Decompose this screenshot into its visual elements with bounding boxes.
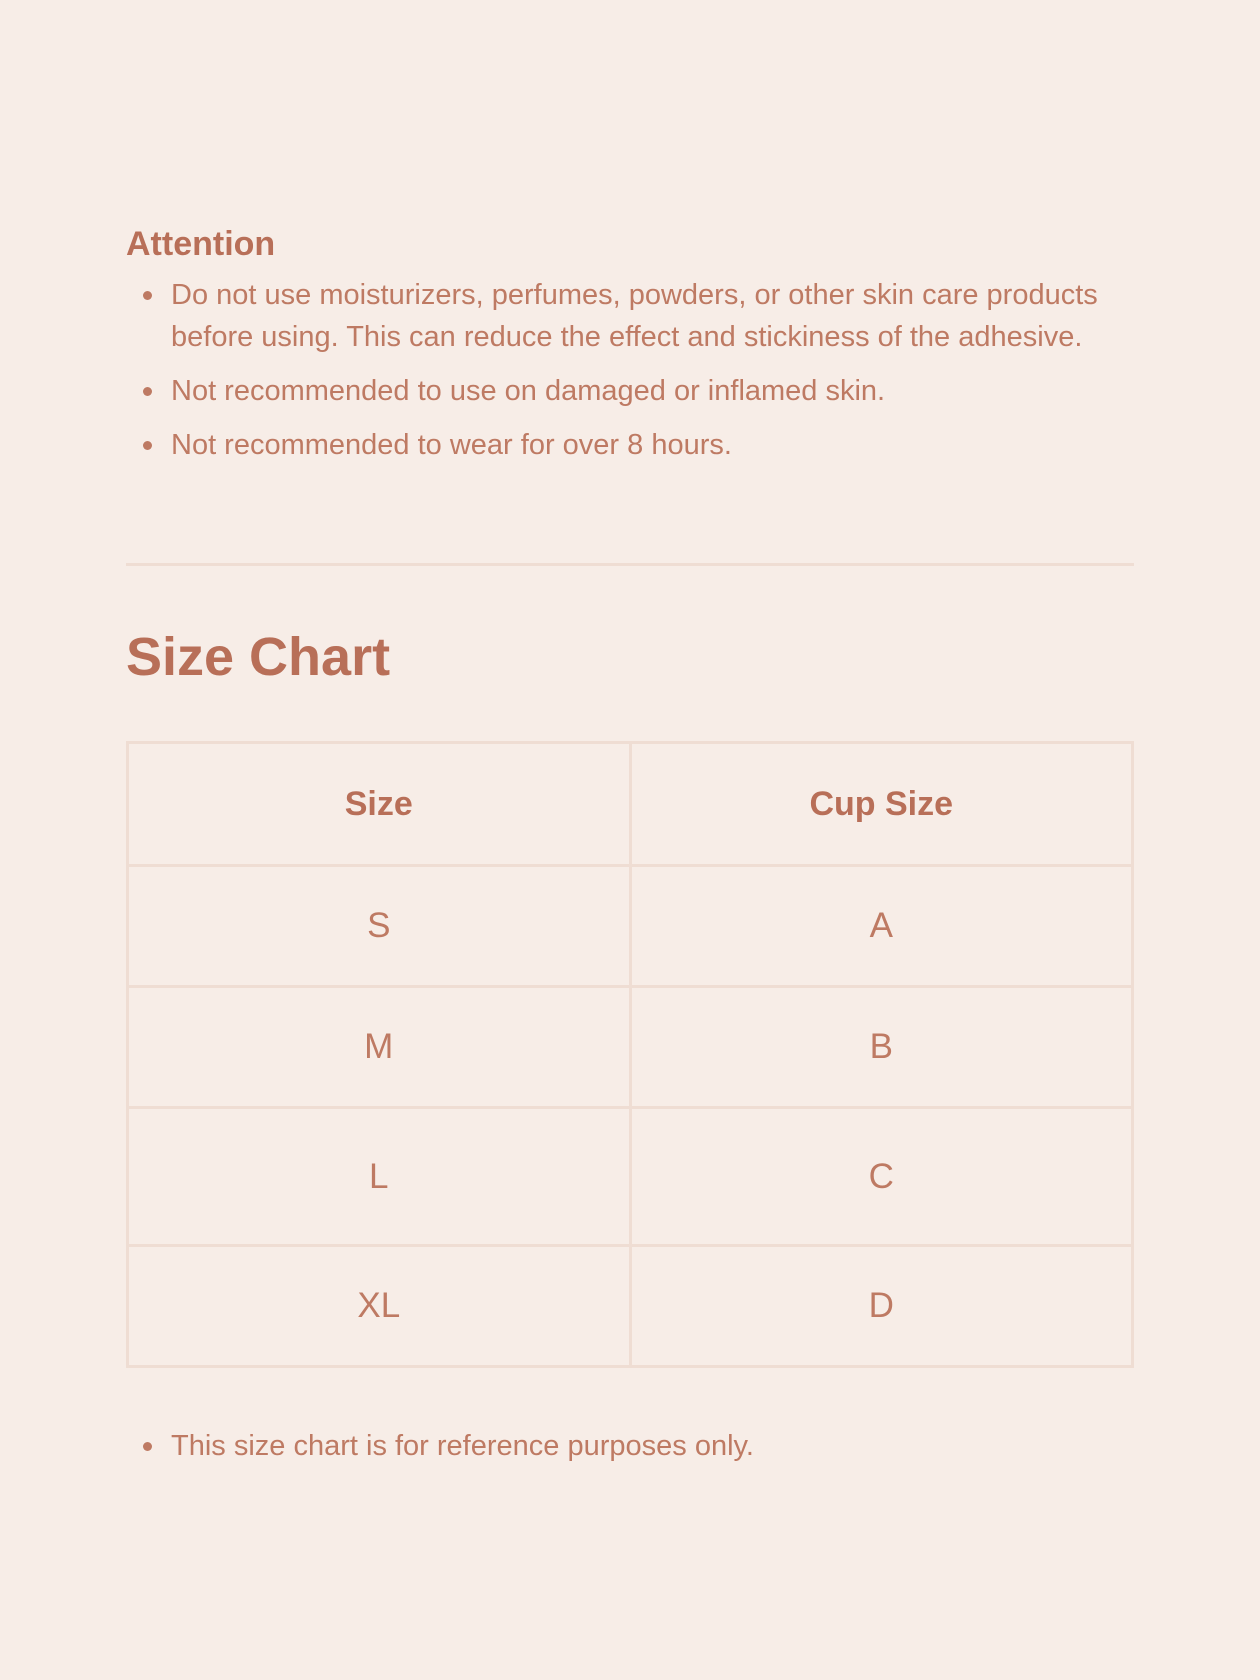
attention-item [126, 370, 1134, 412]
attention-item-text: Do not use moisturizers, perfumes, powders, or other skin care products before using. This can reduce the effect and stickiness of the adhesive. [171, 279, 1098, 353]
cup-size-cell: D [630, 1246, 1133, 1367]
size-chart-table [126, 741, 1134, 1368]
cup-size-cell: A [630, 866, 1133, 987]
table-row [128, 1108, 1133, 1246]
size-cell: M [128, 987, 631, 1108]
section-divider [126, 563, 1134, 566]
size-column-header: Size [128, 743, 631, 866]
bullet-dot-icon [143, 1442, 152, 1451]
attention-item [126, 424, 1134, 466]
page-content [126, 222, 1134, 1462]
table-row [128, 1246, 1133, 1367]
attention-list [126, 274, 1134, 466]
size-chart-note [126, 1425, 1134, 1467]
size-cell: XL [128, 1246, 631, 1367]
attention-item-text: Not recommended to use on damaged or inflamed skin. [171, 375, 886, 407]
cup-size-column-header: Cup Size [630, 743, 1133, 866]
attention-item-text: Not recommended to wear for over 8 hours. [171, 429, 732, 461]
table-row [128, 866, 1133, 987]
table-header-row [128, 743, 1133, 866]
size-chart-note-text: This size chart is for reference purposes only. [171, 1430, 754, 1462]
size-chart-note-list [126, 1425, 1134, 1479]
attention-item [126, 274, 1134, 358]
bullet-dot-icon [143, 291, 152, 300]
cup-size-cell: C [630, 1108, 1133, 1246]
cup-size-cell: B [630, 987, 1133, 1108]
attention-heading: Attention [126, 225, 276, 263]
size-cell: L [128, 1108, 631, 1246]
size-cell: S [128, 866, 631, 987]
table-row [128, 987, 1133, 1108]
size-chart-heading: Size Chart [126, 627, 391, 687]
bullet-dot-icon [143, 441, 152, 450]
bullet-dot-icon [143, 387, 152, 396]
